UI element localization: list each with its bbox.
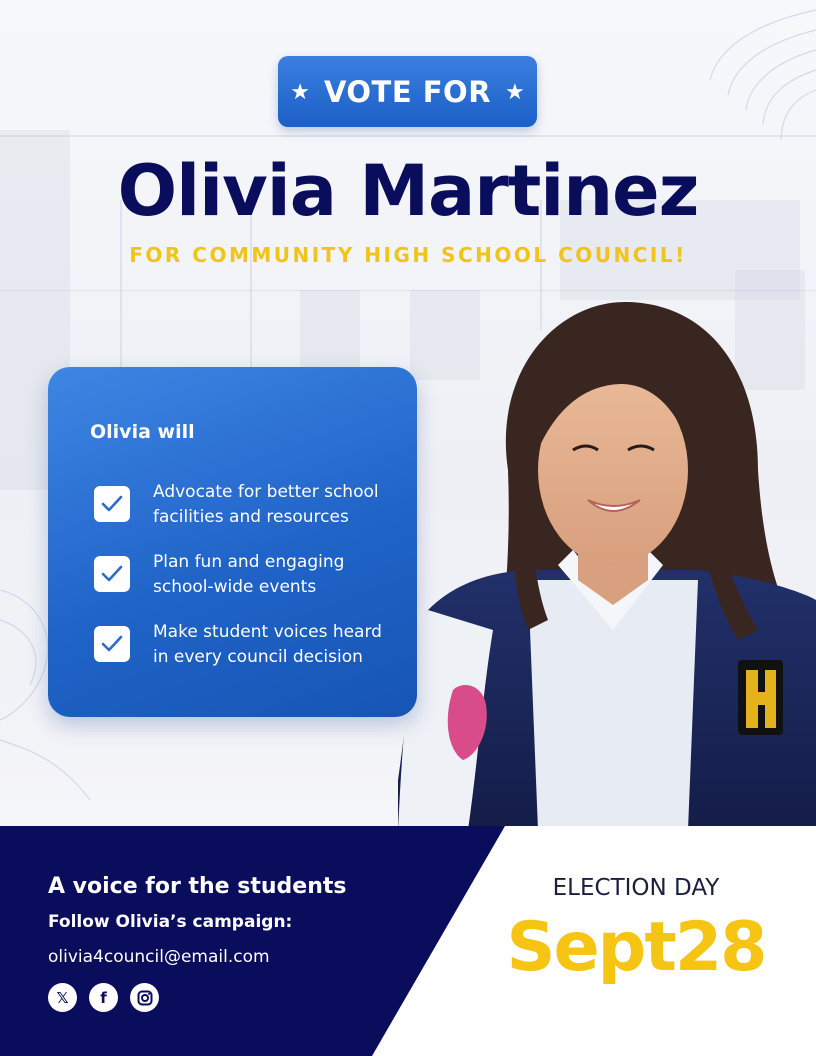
promise-item (94, 484, 394, 536)
promise-text: Advocate for better school facilities and resources (153, 482, 379, 527)
star-icon: ★ (505, 78, 525, 104)
promise-text: Make student voices heard in every council decision (153, 622, 382, 667)
promise-text: Plan fun and engaging school-wide events (153, 552, 345, 597)
candidate-name: Olivia Martinez (117, 150, 699, 232)
checkbox-icon (94, 626, 130, 662)
checkbox-icon (94, 556, 130, 592)
promise-item (94, 554, 394, 606)
promise-item (94, 624, 394, 676)
star-icon: ★ (290, 78, 310, 104)
promises-card (48, 367, 417, 717)
candidate-photo (398, 300, 816, 830)
vote-for-label: VOTE FOR (323, 74, 492, 109)
election-day-label: ELECTION DAY (552, 875, 720, 901)
promises-title: Olivia will (90, 421, 195, 443)
instagram-icon[interactable] (130, 983, 159, 1012)
follow-label: Follow Olivia’s campaign: (48, 912, 293, 932)
contact-email[interactable]: olivia4council@email.com (48, 947, 270, 967)
social-links (48, 983, 159, 1012)
election-date: Sept28 (506, 908, 766, 987)
candidate-subtitle: FOR COMMUNITY HIGH SCHOOL COUNCIL! (129, 243, 687, 267)
footer-tagline: A voice for the students (48, 874, 347, 899)
vote-for-badge (278, 56, 537, 127)
facebook-icon[interactable]: f (89, 983, 118, 1012)
checkbox-icon (94, 486, 130, 522)
x-icon[interactable]: 𝕏 (48, 983, 77, 1012)
